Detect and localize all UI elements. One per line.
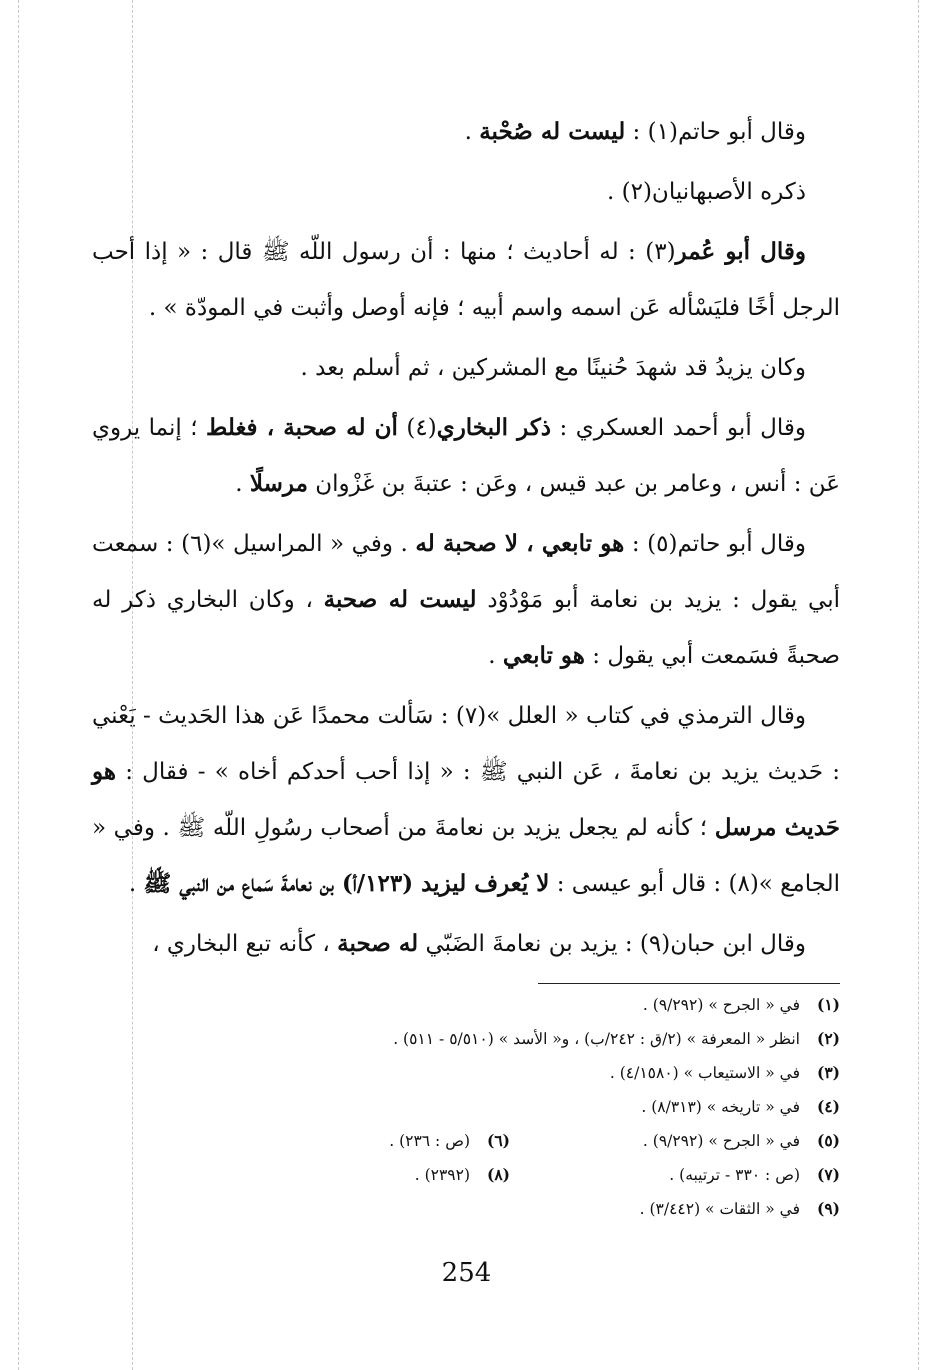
text-run: . bbox=[488, 643, 503, 669]
footnote-text: (٢٣٩٢) . bbox=[414, 1166, 470, 1184]
text-run: ذكره الأصبهانيان(٢) . bbox=[606, 179, 806, 205]
body-text bbox=[92, 104, 840, 976]
footnote-number: (٨) bbox=[486, 1165, 510, 1184]
footnote-row bbox=[92, 1192, 840, 1226]
footnote bbox=[510, 1158, 840, 1192]
bold-text: ليست له صُحْبة bbox=[479, 118, 626, 145]
footnote-row bbox=[92, 988, 840, 1022]
text-run: . bbox=[235, 471, 250, 497]
text-run: ، كأنه تبع البخاري ، bbox=[152, 931, 338, 957]
footnote-text: انظر « المعرفة » (٢/ق : ٢٤٢/ب) ، و« الأسد » (٥/٥١٠ - ٥١١) . bbox=[393, 1030, 800, 1048]
footnote bbox=[640, 1192, 840, 1226]
bold-text: هو حَديث مرسل bbox=[92, 758, 841, 841]
footnote-row bbox=[92, 1056, 840, 1090]
text-run: ؛ كأنه لم يجعل يزيد بن نعامةَ من أصحاب رسُولِ اللّه ﷺ . وفي « الجامع »(٨) : قال أبو عيسى : bbox=[92, 815, 840, 897]
scan-margin-line-left bbox=[18, 0, 19, 1370]
footnote bbox=[610, 1056, 840, 1090]
text-run: . bbox=[464, 119, 480, 145]
paragraph bbox=[92, 916, 840, 972]
text-run: وقال ابن حبان(٩) : يزيد بن نعامةَ الضَبّي bbox=[418, 931, 806, 957]
text-run: وقال أبو حاتم(٥) : bbox=[624, 531, 806, 557]
bold-text: لا يُعرف ليزيد (١٢٣/أ) بن نعامةَ سَماع من النبي ﷺ bbox=[143, 870, 550, 897]
text-run: ؛ إنما يروي عَن : أنس ، وعامر بن عبد قيس ، وعَن : عتبةَ بن غَزْوان bbox=[92, 415, 840, 497]
footnote-row bbox=[92, 1158, 840, 1192]
paragraph bbox=[92, 400, 840, 512]
bold-text: أن له صحبة ، فغلط bbox=[206, 414, 398, 441]
scan-margin-line-right bbox=[918, 0, 919, 1370]
paragraph bbox=[92, 516, 840, 684]
bold-text: وقال أبو عُمر bbox=[675, 238, 806, 265]
footnote-row bbox=[92, 1022, 840, 1056]
text-run: ، وكان البخاري ذكر له صحبةً فسَمعت أبي يقول : bbox=[92, 587, 840, 669]
paragraph bbox=[92, 224, 840, 336]
footnote-separator bbox=[538, 983, 840, 984]
bold-text: هو تابعي bbox=[502, 642, 585, 669]
bold-text: له صحبة bbox=[337, 930, 419, 957]
footnote bbox=[643, 988, 840, 1022]
page-number: 254 bbox=[441, 1258, 492, 1288]
bold-text: ذكر البخاري bbox=[436, 414, 552, 441]
footnote-number: (١) bbox=[816, 995, 840, 1014]
footnote-number: (٢) bbox=[816, 1029, 840, 1048]
footnote-number: (٧) bbox=[816, 1165, 840, 1184]
paragraph bbox=[92, 104, 840, 160]
footnote-text: (ص : ٣٣٠ - ترتيبه) . bbox=[669, 1166, 800, 1184]
footnote-text: (ص : ٢٣٦) . bbox=[389, 1132, 470, 1150]
footnote-number: (٤) bbox=[816, 1097, 840, 1116]
footnote-text: في « الثقات » (٣/٤٤٢) . bbox=[639, 1200, 800, 1218]
text-run: وقال الترمذي في كتاب « العلل »(٧) : سَألت محمدًا عَن هذا الحَديث - يَعْني : حَديث يزيد بن نعامةَ ، عَن النبي ﷺ : « إذا أحب أحدكم أخاه » - فقال : bbox=[92, 703, 840, 785]
paragraph bbox=[92, 688, 840, 912]
footnote-number: (٣) bbox=[816, 1063, 840, 1082]
paragraph bbox=[92, 164, 840, 220]
bold-text: هو تابعي ، لا صحبة له bbox=[415, 530, 625, 557]
footnote-row bbox=[92, 1090, 840, 1124]
text-run: . bbox=[128, 871, 144, 897]
footnote-text: في « الاستيعاب » (٤/١٥٨٠) . bbox=[609, 1064, 800, 1082]
footnote-text: في « الجرح » (٩/٢٩٢) . bbox=[642, 996, 800, 1014]
footnote bbox=[180, 1124, 510, 1158]
text-run: . وفي « المراسيل »(٦) : سمعت أبي يقول : يزيد بن نعامة أبو مَوْدُوْد bbox=[92, 531, 840, 613]
text-run: (٤) bbox=[397, 415, 437, 441]
bold-text: ليست له صحبة bbox=[323, 586, 477, 613]
footnote bbox=[393, 1022, 840, 1056]
footnote-text: في « الجرح » (٩/٢٩٢) . bbox=[642, 1132, 800, 1150]
footnote bbox=[180, 1158, 510, 1192]
bold-text: مرسلًا bbox=[249, 470, 308, 497]
footnote-number: (٦) bbox=[486, 1131, 510, 1150]
footnote-text: في « تاريخه » (٨/٣١٣) . bbox=[641, 1098, 800, 1116]
text-run: (٣) : له أحاديث ؛ منها : أن رسول اللّه ﷺ قال : « إذا أحب الرجل أخًا فليَسْأله عَن اسمه واسم أبيه ؛ فإنه أوصل وأثبت في المودّة » . bbox=[92, 239, 840, 321]
footnote bbox=[510, 1124, 840, 1158]
text-run: وكان يزيدُ قد شهدَ حُنينًا مع المشركين ، ثم أسلم بعد . bbox=[300, 355, 806, 381]
footnote-number: (٩) bbox=[816, 1199, 840, 1218]
paragraph bbox=[92, 340, 840, 396]
footnote bbox=[641, 1090, 840, 1124]
footnotes bbox=[92, 988, 840, 1226]
text-run: وقال أبو حاتم(١) : bbox=[625, 119, 806, 145]
footnote-number: (٥) bbox=[816, 1131, 840, 1150]
text-run: وقال أبو أحمد العسكري : bbox=[551, 415, 806, 441]
footnote-row bbox=[92, 1124, 840, 1158]
